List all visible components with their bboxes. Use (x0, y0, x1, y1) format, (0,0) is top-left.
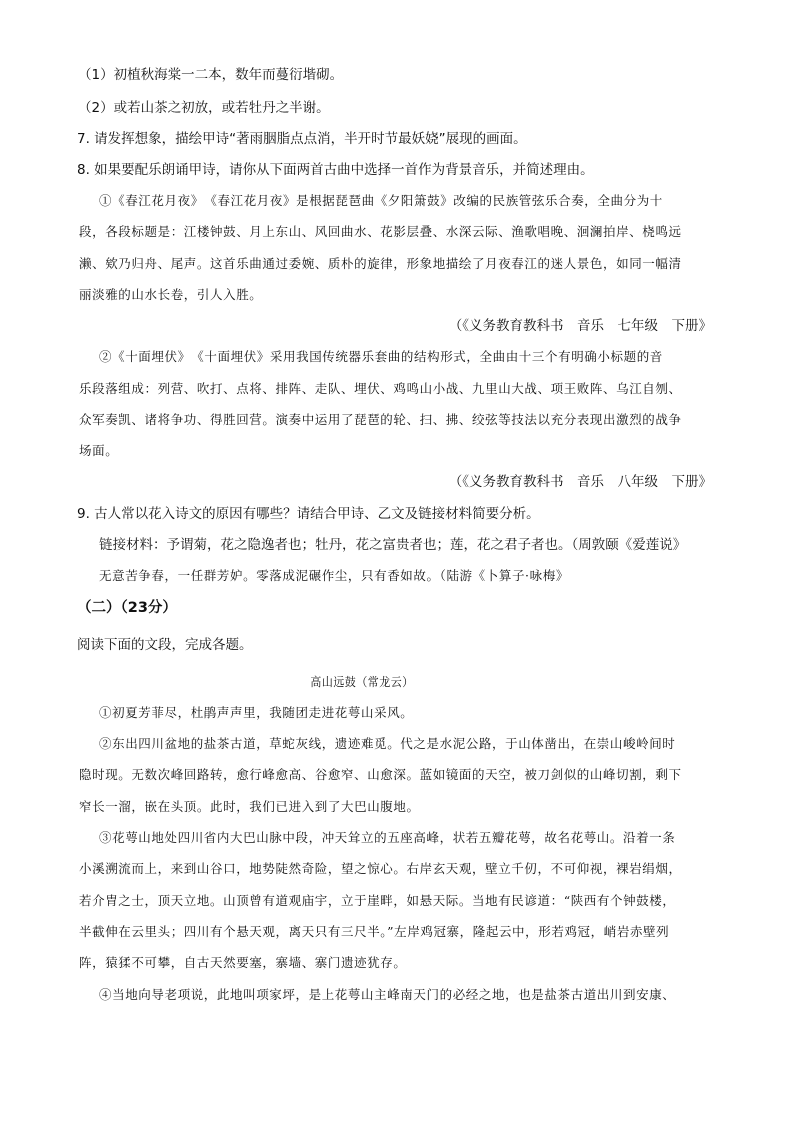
text-line: ①《春江花月夜》 《春江花月夜》是根据琵琶曲《夕阳箫鼓》改编的民族管弦乐合奏，全曲分为十 (99, 193, 663, 208)
text-line: 窄长一溜，嵌在头顶。此时，我们已进入到了大巴山腹地。 (79, 799, 420, 814)
question-9: 9. 古人常以花入诗文的原因有哪些？请结合甲诗、乙文及链接材料简要分析。 (77, 506, 540, 522)
text-line: 阵，猿猱不可攀，自古天然要塞，寨墙、寨门遗迹犹存。 (79, 955, 407, 970)
text-line: ②《十面埋伏》 《十面埋伏》采用我国传统器乐套曲的结构形式，全曲由十三个有明确小标题的音 (99, 349, 663, 364)
text-line: 场面。 (79, 443, 119, 458)
text-line: 隐时现。无数次峰回路转，愈行峰愈高、谷愈窄、山愈深。蓝如镜面的天空，被刀剑似的山峰切割，剩下 (79, 767, 682, 782)
question-7: 7. 请发挥想象，描绘甲诗“著雨胭脂点点消，半开时节最妖娆”展现的画面。 (77, 131, 527, 147)
passage-paragraph: ④当地向导老项说，此地叫项家坪，是上花萼山主峰南天门的必经之地，也是盐茶古道出川到安康、 (99, 987, 676, 1002)
passage-paragraph: ①初夏芳菲尽，杜鹃声声里，我随团走进花萼山采风。 (99, 705, 414, 720)
text-line: （2）或若山茶之初放，或若牡丹之半谢。 (78, 100, 330, 116)
linked-material: 链接材料：予谓菊，花之隐逸者也；牡丹，花之富贵者也；莲，花之君子者也。（周敦颐《爱莲说》 (99, 537, 687, 553)
question-8: 8. 如果要配乐朗诵甲诗，请你从下面两首古曲中选择一首作为背景音乐，并简述理由。 (77, 162, 594, 178)
text-line: 段，各段标题是：江楼钟鼓、月上东山、风回曲水、花影层叠、水深云际、渔歌唱晚、洄澜拍岸、桡鸣远 (79, 224, 682, 239)
section-heading: （二）（23分） (77, 600, 177, 616)
text-line: 丽淡雅的山水长卷，引人入胜。 (79, 287, 263, 302)
source-citation: （《义务教育教科书 音乐 七年级 下册》 (448, 318, 712, 334)
linked-material: 无意苦争春，一任群芳妒。零落成泥碾作尘，只有香如故。（陆游《卜算子·咏梅》 (99, 568, 569, 583)
instruction: 阅读下面的文段，完成各题。 (77, 637, 253, 653)
text-line: 半截伸在云里头；四川有个悬天观，离天只有三尺半。”左岸鸡冠寨，隆起云中，形若鸡冠，峭岩赤壁列 (79, 924, 670, 939)
source-citation: （《义务教育教科书 音乐 八年级 下册》 (448, 474, 712, 490)
text-line: 众军奏凯、诸将争功、得胜回营。演奏中运用了琵琶的轮、扫、拂、绞弦等技法以充分表现出激烈的战争 (79, 412, 682, 427)
text-line: 若介胄之士，顶天立地。山顶曾有道观庙宇，立于崖畔，如悬天际。当地有民谚道：“陕西有个钟鼓楼， (79, 893, 676, 908)
text-line: 乐段落组成：列营、吹打、点将、排阵、走队、埋伏、鸡鸣山小战、九里山大战、项王败阵、乌江自刎、 (79, 381, 682, 396)
passage-paragraph: ③花萼山地处四川省内大巴山脉中段，冲天耸立的五座高峰，状若五瓣花萼，故名花萼山。沿着一条 (99, 830, 676, 845)
passage-paragraph: ②东出四川盆地的盐茶古道，草蛇灰线，遗迹难觅。代之是水泥公路，于山体凿出，在崇山峻岭间时 (99, 736, 676, 751)
text-line: 小溪溯流而上，来到山谷口，地势陡然奇险，望之惊心。右岸玄天观，壁立千仞，不可仰视，裸岩绢烟， (79, 861, 682, 876)
text-line: （1）初植秋海棠一二本，数年而蔓衍堦砌。 (78, 67, 344, 83)
text-line: 濑、欸乃归舟、尾声。这首乐曲通过委婉、质朴的旋律，形象地描绘了月夜春江的迷人景色，如同一幅清 (79, 256, 682, 271)
passage-title: 高山远鼓（常龙云） (310, 675, 414, 689)
